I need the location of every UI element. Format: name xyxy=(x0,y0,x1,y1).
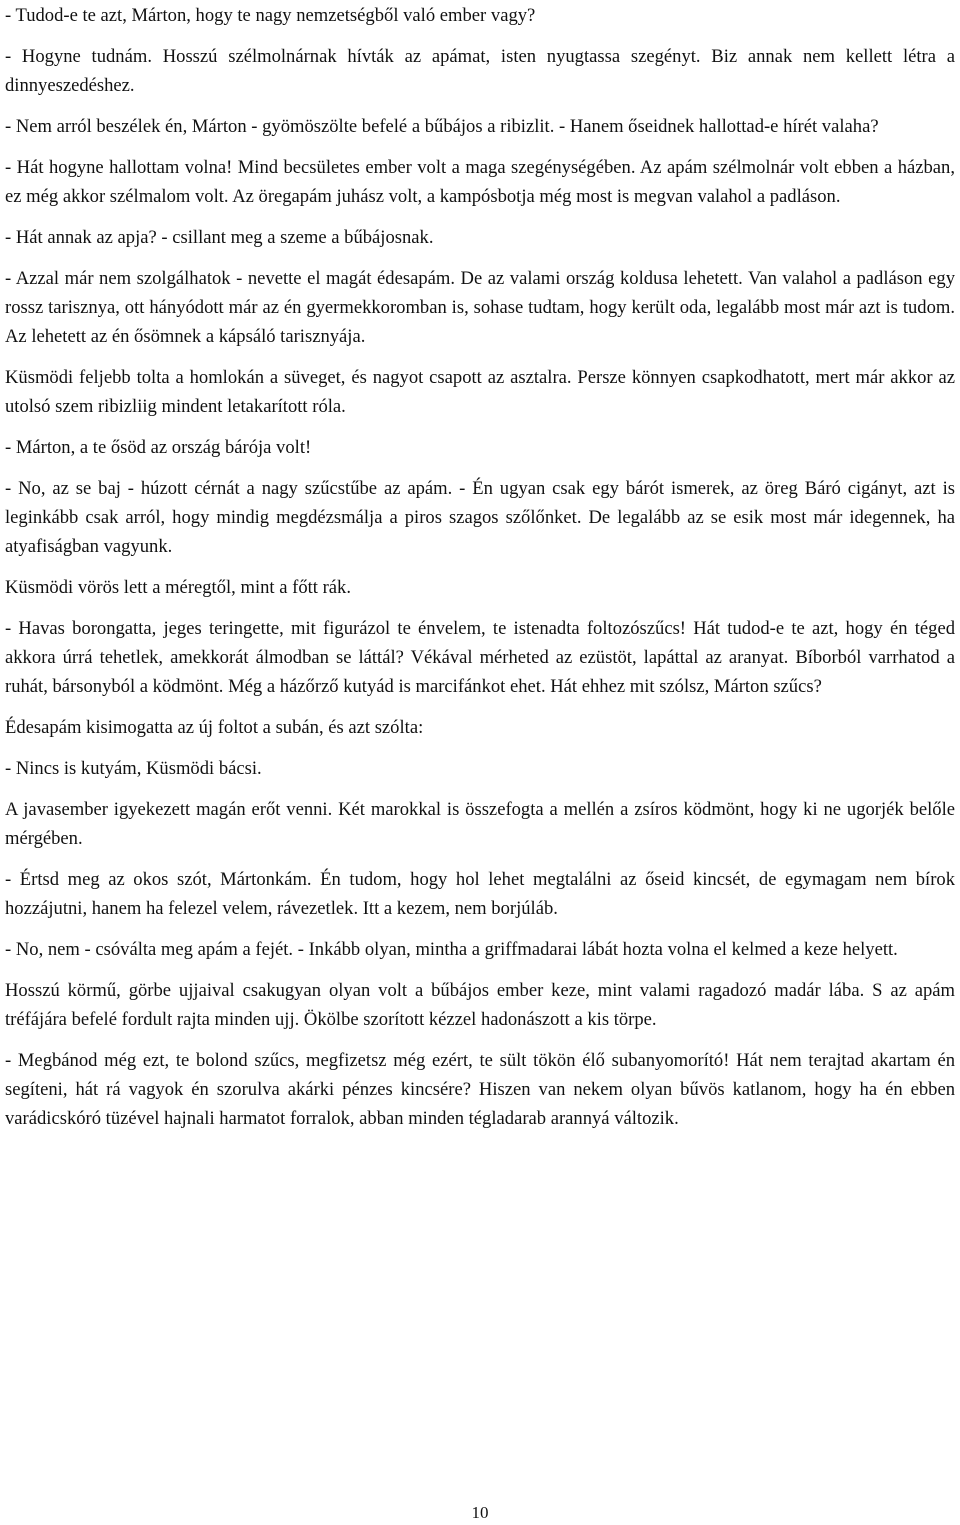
paragraph-7: Küsmödi feljebb tolta a homlokán a süveget, és nagyot csapott az asztalra. Persze könnyen csapkodhatott, mert már akkor az utolsó szem ribizliig mindent letakarított róla. xyxy=(5,367,955,417)
paragraph-6: - Azzal már nem szolgálhatok - nevette el magát édesapám. De az valami ország koldusa lehetett. Van valahol a padláson egy rossz tarisznya, ott hányódott már az én gyermekkoromban is, sohase tudtam, hogy került oda, legalább most már azt is tudom. Az lehetett az én ősömnek a kápsáló tarisznyája. xyxy=(5,268,955,347)
paragraph-12: Édesapám kisimogatta az új foltot a subán, és azt szólta: xyxy=(5,717,424,738)
paragraph-3: - Nem arról beszélek én, Márton - gyömöszölte befelé a bűbájos a ribizlit. - Hanem őseidnek hallottad-e hírét valaha? xyxy=(5,116,879,137)
paragraph-17: Hosszú körmű, görbe ujjaival csakugyan olyan volt a bűbájos ember keze, mint valami ragadozó madár lába. S az apám tréfájára befelé fordult rajta minden ujj. Ökölbe szorított kézzel hadonászott a kis törpe. xyxy=(5,980,955,1030)
paragraph-14: A javasember igyekezett magán erőt venni. Két marokkal is összefogta a mellén a zsíros ködmönt, hogy ki ne ugorjék belőle mérgében. xyxy=(5,799,955,849)
paragraph-10: Küsmödi vörös lett a méregtől, mint a főtt rák. xyxy=(5,577,351,598)
paragraph-8: - Márton, a te ősöd az ország bárója volt! xyxy=(5,437,312,458)
paragraph-1: - Tudod-e te azt, Márton, hogy te nagy nemzetségből való ember vagy? xyxy=(5,5,536,26)
paragraph-11: - Havas borongatta, jeges teringette, mit figurázol te énvelem, te istenadta foltozószűcs! Hát tudod-e te azt, hogy én téged akkora úrrá tehetlek, amekkorát álmodban se láttál? Vékával mérheted az ezüstöt, lapáttal az aranyat. Bíborból varrhatod a ruhát, bársonyból a ködmönt. Még a házőrző kutyád is marcifánkot ehet. Hát ehhez mit szólsz, Márton szűcs? xyxy=(5,618,955,697)
paragraph-16: - No, nem - csóválta meg apám a fejét. - Inkább olyan, mintha a griffmadarai lábát hozta volna el kelmed a keze helyett. xyxy=(5,939,898,960)
paragraph-2: - Hogyne tudnám. Hosszú szélmolnárnak hívták az apámat, isten nyugtassa szegényt. Biz annak nem kellett létra a dinnyeszedéshez. xyxy=(5,46,955,96)
paragraph-4: - Hát hogyne hallottam volna! Mind becsületes ember volt a maga szegénységében. Az apám szélmolnár volt ebben a házban, ez még akkor szélmalom volt. Az öregapám juhász volt, a kampósbotja még most is megvan valahol a padláson. xyxy=(5,157,955,207)
paragraph-18: - Megbánod még ezt, te bolond szűcs, megfizetsz még ezért, te sült tökön élő subanyomorító! Hát nem terajtad akartam én segíteni, hát rá vagyok én szorulva akárki pénzes kincsére? Hiszen van nekem olyan bűvös katlanom, hogy ha én ebben varádicskóró tüzével hajnali harmatot forralok, abban minden tégladarab arannyá változik. xyxy=(5,1050,955,1129)
page-body xyxy=(5,1,955,1145)
paragraph-15: - Értsd meg az okos szót, Mártonkám. Én tudom, hogy hol lehet megtalálni az őseid kincsét, de egymagam nem bírok hozzájutni, hanem ha felezel velem, rávezetlek. Itt a kezem, nem borjúláb. xyxy=(5,869,955,919)
paragraph-13: - Nincs is kutyám, Küsmödi bácsi. xyxy=(5,758,262,779)
page-number: 10 xyxy=(471,1503,489,1522)
paragraph-9: - No, az se baj - húzott cérnát a nagy szűcstűbe az apám. - Én ugyan csak egy bárót ismerek, az öreg Báró cigányt, azt is leginkább csak arról, hogy mindig megdézsmálja a piros szagos szőlőnket. De legalább az se esik most már idegennek, ha atyafiságban vagyunk. xyxy=(5,478,955,557)
paragraph-5: - Hát annak az apja? - csillant meg a szeme a bűbájosnak. xyxy=(5,227,434,248)
